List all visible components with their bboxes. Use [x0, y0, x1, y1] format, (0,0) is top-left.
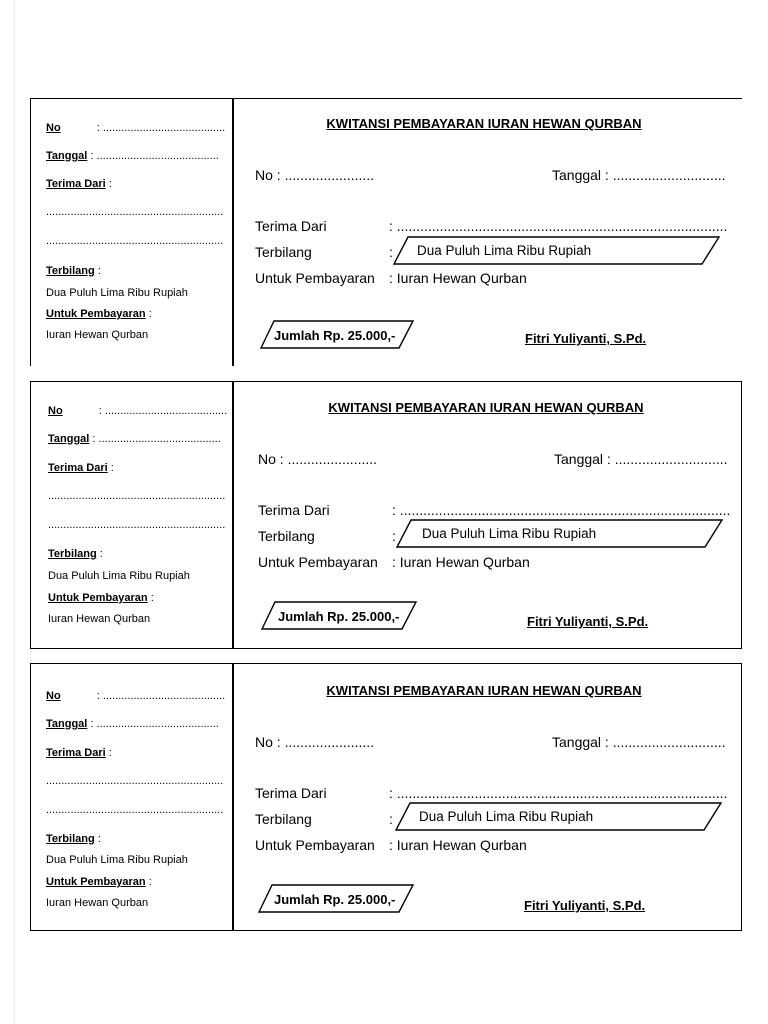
- stub-dotted-line-1: ..........................................................: [46, 206, 224, 218]
- receipt-2: [30, 381, 742, 649]
- stub-untuk-label: Untuk Pembayaran: [46, 308, 146, 320]
- stub-terima-row: [46, 747, 112, 759]
- stub-terbilang-colon: :: [96, 548, 103, 560]
- receipt-main: [234, 663, 742, 931]
- main-tanggal: Tanggal : .............................: [554, 451, 728, 467]
- main-terbilang-label: Terbilang: [255, 244, 312, 260]
- stub-tanggal-label: Tanggal: [48, 433, 90, 445]
- main-terbilang-value: Dua Puluh Lima Ribu Rupiah: [419, 809, 594, 824]
- stub-no-row: [46, 690, 225, 702]
- stub-terbilang-row: [46, 833, 101, 845]
- stub-untuk-row: [48, 592, 154, 604]
- receipt-title: KWITANSI PEMBAYARAN IURAN HEWAN QURBAN: [326, 116, 642, 131]
- stub-untuk-colon: :: [147, 592, 154, 604]
- receipt-main: [234, 98, 742, 366]
- stub-untuk-label: Untuk Pembayaran: [46, 876, 146, 888]
- receipt-3: [30, 663, 742, 931]
- stub-tanggal-row: [46, 150, 219, 162]
- stub-dotted-line-2: ..........................................................: [46, 235, 224, 247]
- stub-dotted-line-1: ..........................................................: [46, 775, 224, 787]
- stub-tanggal-row: [48, 433, 221, 445]
- stub-no-label: No: [48, 405, 63, 417]
- stub-no-row: [46, 122, 225, 134]
- stub-terbilang-value: Dua Puluh Lima Ribu Rupiah: [46, 287, 188, 299]
- main-untuk-label: Untuk Pembayaran: [258, 554, 378, 570]
- main-untuk-value: : Iuran Hewan Qurban: [392, 554, 530, 570]
- main-untuk-label: Untuk Pembayaran: [255, 837, 375, 853]
- main-terbilang-colon: :: [389, 244, 393, 260]
- signer-name: Fitri Yuliyanti, S.Pd.: [524, 898, 646, 913]
- stub-terbilang-colon: :: [94, 265, 101, 277]
- main-no: No : .......................: [258, 451, 378, 467]
- stub-terima-colon: :: [105, 747, 112, 759]
- main-terbilang-value: Dua Puluh Lima Ribu Rupiah: [417, 243, 592, 258]
- main-terima-dots: : .....................................................................................: [392, 502, 731, 518]
- main-tanggal: Tanggal : .............................: [552, 167, 726, 183]
- stub-terima-row: [48, 462, 114, 474]
- stub-tanggal-row: [46, 718, 219, 730]
- main-terima-dots: : .....................................................................................: [389, 785, 728, 801]
- stub-no-row: [48, 405, 227, 417]
- stub-untuk-row: [46, 876, 152, 888]
- main-jumlah: Jumlah Rp. 25.000,-: [274, 892, 396, 907]
- main-terbilang-label: Terbilang: [258, 528, 315, 544]
- stub-tanggal-dots: : ........................................: [90, 150, 219, 162]
- signer-name: Fitri Yuliyanti, S.Pd.: [527, 614, 649, 629]
- stub-no-dots: : ........................................: [96, 690, 226, 702]
- stub-no-dots: : ........................................: [98, 405, 228, 417]
- stub-terbilang-row: [48, 548, 103, 560]
- stub-untuk-label: Untuk Pembayaran: [48, 592, 148, 604]
- stub-terbilang-value: Dua Puluh Lima Ribu Rupiah: [48, 570, 190, 582]
- stub-terima-label: Terima Dari: [46, 747, 106, 759]
- stub-terbilang-label: Terbilang: [46, 265, 95, 277]
- receipt-main: [234, 381, 742, 649]
- main-untuk-value: : Iuran Hewan Qurban: [389, 837, 527, 853]
- main-terima-label: Terima Dari: [258, 502, 330, 518]
- main-terima-label: Terima Dari: [255, 218, 327, 234]
- stub-terbilang-label: Terbilang: [48, 548, 97, 560]
- stub-terima-label: Terima Dari: [48, 462, 108, 474]
- stub-untuk-value: Iuran Hewan Qurban: [48, 613, 151, 625]
- main-jumlah: Jumlah Rp. 25.000,-: [274, 328, 396, 343]
- receipt-stub: [44, 663, 229, 931]
- main-terbilang-colon: :: [389, 811, 393, 827]
- main-terbilang-value: Dua Puluh Lima Ribu Rupiah: [422, 526, 597, 541]
- stub-terbilang-row: [46, 265, 101, 277]
- stub-no-label: No: [46, 122, 61, 134]
- main-terbilang-label: Terbilang: [255, 811, 312, 827]
- main-tanggal: Tanggal : .............................: [552, 734, 726, 750]
- stub-tanggal-dots: : ........................................: [92, 433, 221, 445]
- receipt-title: KWITANSI PEMBAYARAN IURAN HEWAN QURBAN: [328, 400, 644, 415]
- stub-tanggal-label: Tanggal: [46, 718, 88, 730]
- stub-terima-label: Terima Dari: [46, 178, 106, 190]
- stub-terima-colon: :: [105, 178, 112, 190]
- stub-terbilang-value: Dua Puluh Lima Ribu Rupiah: [46, 854, 188, 866]
- stub-tanggal-label: Tanggal: [46, 150, 88, 162]
- stub-dotted-line-2: ..........................................................: [46, 804, 224, 816]
- main-jumlah: Jumlah Rp. 25.000,-: [278, 609, 400, 624]
- receipt-stub: [44, 381, 229, 649]
- stub-untuk-row: [46, 308, 152, 320]
- receipt-1: [30, 98, 742, 366]
- receipt-stub: [44, 98, 229, 366]
- main-untuk-value: : Iuran Hewan Qurban: [389, 270, 527, 286]
- page-edge: [14, 0, 15, 1024]
- main-no: No : .......................: [255, 734, 375, 750]
- stub-terbilang-label: Terbilang: [46, 833, 95, 845]
- stub-no-label: No: [46, 690, 61, 702]
- stub-tanggal-dots: : ........................................: [90, 718, 219, 730]
- main-terima-dots: : .....................................................................................: [389, 218, 728, 234]
- stub-terima-row: [46, 178, 112, 190]
- main-no: No : .......................: [255, 167, 375, 183]
- stub-untuk-value: Iuran Hewan Qurban: [46, 897, 149, 909]
- stub-dotted-line-2: ..........................................................: [48, 519, 226, 531]
- stub-untuk-value: Iuran Hewan Qurban: [46, 329, 149, 341]
- main-untuk-label: Untuk Pembayaran: [255, 270, 375, 286]
- stub-untuk-colon: :: [145, 308, 152, 320]
- stub-untuk-colon: :: [145, 876, 152, 888]
- main-terima-label: Terima Dari: [255, 785, 327, 801]
- signer-name: Fitri Yuliyanti, S.Pd.: [525, 331, 647, 346]
- stub-dotted-line-1: ..........................................................: [48, 490, 226, 502]
- stub-terima-colon: :: [107, 462, 114, 474]
- stub-no-dots: : ........................................: [96, 122, 226, 134]
- receipt-title: KWITANSI PEMBAYARAN IURAN HEWAN QURBAN: [326, 683, 642, 698]
- main-terbilang-colon: :: [392, 528, 396, 544]
- stub-terbilang-colon: :: [94, 833, 101, 845]
